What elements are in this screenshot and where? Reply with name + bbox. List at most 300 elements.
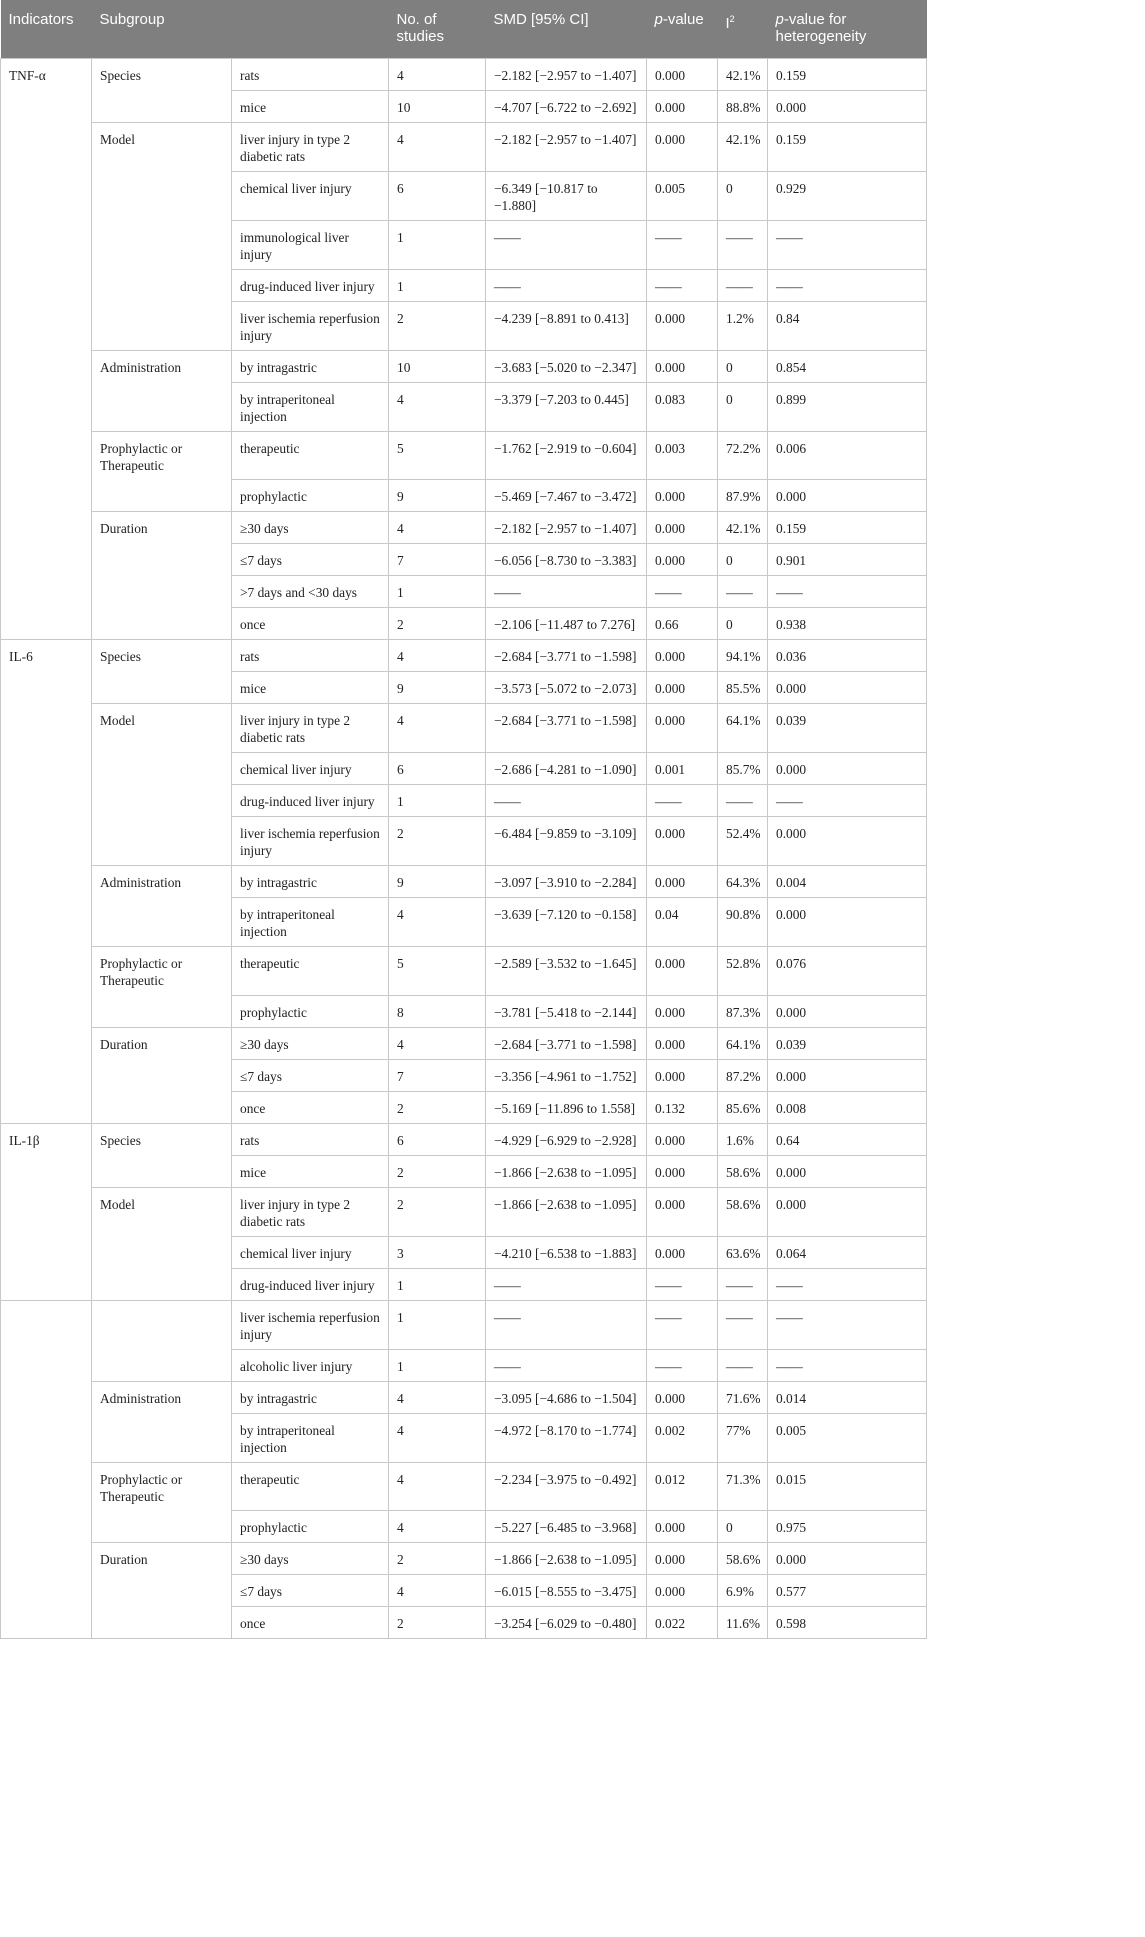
cell-p-value-heterogeneity: 0.000 bbox=[768, 1059, 927, 1091]
cell-i-squared: 87.9% bbox=[718, 480, 768, 512]
cell-smd-ci: −5.169 [−11.896 to 1.558] bbox=[486, 1091, 647, 1123]
cell-i-squared: 42.1% bbox=[718, 512, 768, 544]
cell-number-of-studies: 10 bbox=[389, 350, 486, 382]
cell-i-squared: 64.1% bbox=[718, 1027, 768, 1059]
cell-level: immunological liver injury bbox=[232, 220, 389, 269]
cell-i-squared: 90.8% bbox=[718, 898, 768, 947]
cell-subgroup: Prophylactic or Therapeutic bbox=[92, 431, 232, 480]
table-row bbox=[1, 512, 927, 544]
cell-smd-ci: —— bbox=[486, 785, 647, 817]
cell-number-of-studies: 2 bbox=[389, 1543, 486, 1575]
table-row bbox=[1, 58, 927, 90]
cell-smd-ci: —— bbox=[486, 576, 647, 608]
cell-smd-ci: −1.762 [−2.919 to −0.604] bbox=[486, 431, 647, 480]
cell-indicator bbox=[1, 785, 92, 817]
cell-i-squared: 94.1% bbox=[718, 640, 768, 672]
cell-indicator bbox=[1, 301, 92, 350]
cell-indicator bbox=[1, 1381, 92, 1413]
cell-indicator bbox=[1, 1349, 92, 1381]
cell-indicator: IL-1β bbox=[1, 1123, 92, 1155]
cell-smd-ci: −2.182 [−2.957 to −1.407] bbox=[486, 122, 647, 171]
table-row bbox=[1, 704, 927, 753]
cell-indicator bbox=[1, 269, 92, 301]
cell-p-value: —— bbox=[647, 785, 718, 817]
cell-smd-ci: −2.589 [−3.532 to −1.645] bbox=[486, 947, 647, 996]
cell-i-squared: 1.2% bbox=[718, 301, 768, 350]
cell-p-value: 0.000 bbox=[647, 512, 718, 544]
cell-smd-ci: −3.683 [−5.020 to −2.347] bbox=[486, 350, 647, 382]
cell-subgroup bbox=[92, 608, 232, 640]
cell-level: once bbox=[232, 1607, 389, 1639]
table-row bbox=[1, 1575, 927, 1607]
cell-smd-ci: —— bbox=[486, 269, 647, 301]
table-row bbox=[1, 431, 927, 480]
cell-p-value: —— bbox=[647, 1300, 718, 1349]
cell-p-value: 0.000 bbox=[647, 1543, 718, 1575]
table-row bbox=[1, 576, 927, 608]
cell-subgroup bbox=[92, 1059, 232, 1091]
cell-level: therapeutic bbox=[232, 431, 389, 480]
cell-p-value-heterogeneity: 0.84 bbox=[768, 301, 927, 350]
cell-indicator bbox=[1, 947, 92, 996]
cell-i-squared: —— bbox=[718, 220, 768, 269]
cell-number-of-studies: 5 bbox=[389, 431, 486, 480]
cell-p-value: 0.000 bbox=[647, 58, 718, 90]
cell-number-of-studies: 4 bbox=[389, 898, 486, 947]
cell-p-value-heterogeneity: 0.000 bbox=[768, 753, 927, 785]
header-subgroup: Subgroup bbox=[92, 0, 232, 58]
cell-number-of-studies: 4 bbox=[389, 704, 486, 753]
cell-subgroup bbox=[92, 898, 232, 947]
cell-p-value-heterogeneity: 0.975 bbox=[768, 1511, 927, 1543]
cell-p-value-heterogeneity: —— bbox=[768, 1268, 927, 1300]
cell-subgroup bbox=[92, 672, 232, 704]
header-p-het-italic: p bbox=[775, 11, 784, 28]
cell-p-value: 0.000 bbox=[647, 1511, 718, 1543]
cell-level: prophylactic bbox=[232, 480, 389, 512]
cell-level: ≥30 days bbox=[232, 1543, 389, 1575]
cell-p-value-heterogeneity: 0.899 bbox=[768, 382, 927, 431]
cell-number-of-studies: 6 bbox=[389, 753, 486, 785]
header-p-het-rest: -value for heterogeneity bbox=[775, 11, 867, 45]
cell-number-of-studies: 2 bbox=[389, 817, 486, 866]
cell-i-squared: 71.3% bbox=[718, 1462, 768, 1511]
table-row bbox=[1, 1300, 927, 1349]
cell-indicator bbox=[1, 995, 92, 1027]
table-row bbox=[1, 1123, 927, 1155]
cell-i-squared: 87.2% bbox=[718, 1059, 768, 1091]
cell-smd-ci: −1.866 [−2.638 to −1.095] bbox=[486, 1187, 647, 1236]
cell-indicator bbox=[1, 672, 92, 704]
cell-subgroup bbox=[92, 171, 232, 220]
cell-p-value-heterogeneity: 0.000 bbox=[768, 480, 927, 512]
cell-smd-ci: −5.227 [−6.485 to −3.968] bbox=[486, 1511, 647, 1543]
cell-level: ≥30 days bbox=[232, 1027, 389, 1059]
cell-level: >7 days and <30 days bbox=[232, 576, 389, 608]
cell-p-value-heterogeneity: 0.004 bbox=[768, 866, 927, 898]
cell-level: once bbox=[232, 608, 389, 640]
cell-smd-ci: −5.469 [−7.467 to −3.472] bbox=[486, 480, 647, 512]
cell-i-squared: 58.6% bbox=[718, 1543, 768, 1575]
cell-number-of-studies: 4 bbox=[389, 1575, 486, 1607]
cell-smd-ci: −3.639 [−7.120 to −0.158] bbox=[486, 898, 647, 947]
cell-indicator bbox=[1, 122, 92, 171]
cell-level: by intraperitoneal injection bbox=[232, 382, 389, 431]
cell-indicator bbox=[1, 704, 92, 753]
cell-p-value: 0.132 bbox=[647, 1091, 718, 1123]
cell-level: ≤7 days bbox=[232, 1575, 389, 1607]
cell-p-value-heterogeneity: —— bbox=[768, 1349, 927, 1381]
cell-i-squared: 85.6% bbox=[718, 1091, 768, 1123]
cell-number-of-studies: 4 bbox=[389, 122, 486, 171]
cell-indicator: IL-6 bbox=[1, 640, 92, 672]
cell-subgroup bbox=[92, 1300, 232, 1349]
table-row bbox=[1, 640, 927, 672]
cell-indicator bbox=[1, 512, 92, 544]
cell-indicator bbox=[1, 544, 92, 576]
cell-subgroup: Model bbox=[92, 704, 232, 753]
cell-i-squared: 0 bbox=[718, 608, 768, 640]
cell-p-value-heterogeneity: —— bbox=[768, 269, 927, 301]
table-row bbox=[1, 171, 927, 220]
cell-smd-ci: −2.684 [−3.771 to −1.598] bbox=[486, 1027, 647, 1059]
cell-subgroup: Model bbox=[92, 122, 232, 171]
cell-indicator bbox=[1, 1187, 92, 1236]
cell-p-value: —— bbox=[647, 220, 718, 269]
cell-subgroup: Duration bbox=[92, 512, 232, 544]
cell-p-value-heterogeneity: 0.039 bbox=[768, 1027, 927, 1059]
header-row bbox=[1, 0, 927, 58]
cell-indicator bbox=[1, 480, 92, 512]
cell-subgroup: Prophylactic or Therapeutic bbox=[92, 947, 232, 996]
cell-number-of-studies: 2 bbox=[389, 1187, 486, 1236]
cell-indicator bbox=[1, 866, 92, 898]
table-row bbox=[1, 1091, 927, 1123]
cell-i-squared: 52.8% bbox=[718, 947, 768, 996]
cell-smd-ci: −2.182 [−2.957 to −1.407] bbox=[486, 512, 647, 544]
cell-subgroup bbox=[92, 753, 232, 785]
table-row bbox=[1, 1236, 927, 1268]
cell-subgroup: Model bbox=[92, 1187, 232, 1236]
cell-p-value: 0.000 bbox=[647, 640, 718, 672]
cell-level: drug-induced liver injury bbox=[232, 1268, 389, 1300]
cell-smd-ci: −3.254 [−6.029 to −0.480] bbox=[486, 1607, 647, 1639]
cell-p-value-heterogeneity: —— bbox=[768, 576, 927, 608]
cell-level: drug-induced liver injury bbox=[232, 269, 389, 301]
cell-subgroup bbox=[92, 1413, 232, 1462]
cell-smd-ci: −6.484 [−9.859 to −3.109] bbox=[486, 817, 647, 866]
table-row bbox=[1, 753, 927, 785]
cell-p-value-heterogeneity: —— bbox=[768, 1300, 927, 1349]
table-row bbox=[1, 785, 927, 817]
table-row bbox=[1, 947, 927, 996]
cell-smd-ci: −2.684 [−3.771 to −1.598] bbox=[486, 704, 647, 753]
cell-p-value-heterogeneity: 0.000 bbox=[768, 1543, 927, 1575]
cell-number-of-studies: 2 bbox=[389, 1607, 486, 1639]
cell-i-squared: 88.8% bbox=[718, 90, 768, 122]
cell-p-value-heterogeneity: 0.929 bbox=[768, 171, 927, 220]
cell-indicator bbox=[1, 1268, 92, 1300]
cell-p-value: 0.66 bbox=[647, 608, 718, 640]
cell-p-value: 0.000 bbox=[647, 1059, 718, 1091]
cell-p-value: 0.000 bbox=[647, 1575, 718, 1607]
cell-number-of-studies: 4 bbox=[389, 1413, 486, 1462]
cell-number-of-studies: 4 bbox=[389, 1511, 486, 1543]
cell-p-value: 0.000 bbox=[647, 1155, 718, 1187]
header-level bbox=[232, 0, 389, 58]
header-i-squared bbox=[718, 0, 768, 58]
table-row bbox=[1, 269, 927, 301]
cell-level: rats bbox=[232, 58, 389, 90]
cell-smd-ci: −3.573 [−5.072 to −2.073] bbox=[486, 672, 647, 704]
cell-p-value-heterogeneity: 0.014 bbox=[768, 1381, 927, 1413]
header-i-squared-letter: I bbox=[725, 15, 730, 32]
cell-number-of-studies: 2 bbox=[389, 301, 486, 350]
cell-level: prophylactic bbox=[232, 995, 389, 1027]
cell-number-of-studies: 2 bbox=[389, 1091, 486, 1123]
cell-indicator bbox=[1, 1462, 92, 1511]
cell-p-value-heterogeneity: 0.000 bbox=[768, 1155, 927, 1187]
cell-smd-ci: −3.781 [−5.418 to −2.144] bbox=[486, 995, 647, 1027]
cell-subgroup: Species bbox=[92, 1123, 232, 1155]
cell-level: mice bbox=[232, 672, 389, 704]
cell-i-squared: 42.1% bbox=[718, 58, 768, 90]
table-row bbox=[1, 1155, 927, 1187]
cell-p-value-heterogeneity: 0.064 bbox=[768, 1236, 927, 1268]
cell-i-squared: 77% bbox=[718, 1413, 768, 1462]
cell-indicator bbox=[1, 1511, 92, 1543]
cell-i-squared: 0 bbox=[718, 1511, 768, 1543]
cell-p-value-heterogeneity: 0.159 bbox=[768, 512, 927, 544]
cell-smd-ci: −2.106 [−11.487 to 7.276] bbox=[486, 608, 647, 640]
cell-smd-ci: −2.234 [−3.975 to −0.492] bbox=[486, 1462, 647, 1511]
cell-smd-ci: −4.972 [−8.170 to −1.774] bbox=[486, 1413, 647, 1462]
cell-subgroup: Species bbox=[92, 640, 232, 672]
cell-level: rats bbox=[232, 640, 389, 672]
cell-subgroup bbox=[92, 90, 232, 122]
table-row bbox=[1, 1187, 927, 1236]
cell-indicator bbox=[1, 350, 92, 382]
cell-indicator bbox=[1, 220, 92, 269]
cell-number-of-studies: 6 bbox=[389, 171, 486, 220]
header-p-value-rest: -value bbox=[662, 11, 704, 28]
cell-level: liver ischemia reperfusion injury bbox=[232, 1300, 389, 1349]
cell-p-value-heterogeneity: 0.039 bbox=[768, 704, 927, 753]
cell-p-value-heterogeneity: —— bbox=[768, 220, 927, 269]
cell-indicator bbox=[1, 1607, 92, 1639]
cell-indicator bbox=[1, 1413, 92, 1462]
cell-i-squared: 85.5% bbox=[718, 672, 768, 704]
header-smd-ci: SMD [95% CI] bbox=[486, 0, 647, 58]
cell-p-value-heterogeneity: 0.008 bbox=[768, 1091, 927, 1123]
cell-subgroup bbox=[92, 301, 232, 350]
cell-p-value: 0.000 bbox=[647, 704, 718, 753]
cell-subgroup bbox=[92, 220, 232, 269]
cell-p-value: 0.005 bbox=[647, 171, 718, 220]
cell-p-value: 0.000 bbox=[647, 480, 718, 512]
cell-subgroup bbox=[92, 785, 232, 817]
cell-p-value: 0.000 bbox=[647, 301, 718, 350]
cell-subgroup bbox=[92, 1236, 232, 1268]
table-row bbox=[1, 1349, 927, 1381]
cell-smd-ci: —— bbox=[486, 1268, 647, 1300]
table-row bbox=[1, 1381, 927, 1413]
cell-p-value: 0.083 bbox=[647, 382, 718, 431]
cell-p-value-heterogeneity: 0.159 bbox=[768, 122, 927, 171]
cell-i-squared: 72.2% bbox=[718, 431, 768, 480]
table-row bbox=[1, 1607, 927, 1639]
cell-number-of-studies: 4 bbox=[389, 640, 486, 672]
cell-smd-ci: −4.239 [−8.891 to 0.413] bbox=[486, 301, 647, 350]
table-row bbox=[1, 220, 927, 269]
cell-level: chemical liver injury bbox=[232, 1236, 389, 1268]
cell-i-squared: —— bbox=[718, 576, 768, 608]
cell-indicator: TNF-α bbox=[1, 58, 92, 90]
cell-p-value: 0.000 bbox=[647, 817, 718, 866]
cell-p-value-heterogeneity: 0.000 bbox=[768, 672, 927, 704]
cell-p-value: 0.000 bbox=[647, 1187, 718, 1236]
cell-subgroup bbox=[92, 817, 232, 866]
cell-number-of-studies: 7 bbox=[389, 544, 486, 576]
header-i-squared-sup: 2 bbox=[729, 14, 735, 24]
cell-i-squared: 0 bbox=[718, 382, 768, 431]
cell-p-value: 0.000 bbox=[647, 672, 718, 704]
table-row bbox=[1, 817, 927, 866]
cell-p-value: 0.000 bbox=[647, 122, 718, 171]
cell-subgroup bbox=[92, 1268, 232, 1300]
cell-p-value-heterogeneity: 0.000 bbox=[768, 1187, 927, 1236]
cell-i-squared: 87.3% bbox=[718, 995, 768, 1027]
cell-number-of-studies: 1 bbox=[389, 576, 486, 608]
cell-number-of-studies: 5 bbox=[389, 947, 486, 996]
cell-p-value: 0.000 bbox=[647, 1236, 718, 1268]
cell-p-value-heterogeneity: 0.64 bbox=[768, 1123, 927, 1155]
cell-subgroup bbox=[92, 995, 232, 1027]
cell-subgroup bbox=[92, 1575, 232, 1607]
cell-p-value: 0.04 bbox=[647, 898, 718, 947]
cell-indicator bbox=[1, 1091, 92, 1123]
table-row bbox=[1, 350, 927, 382]
cell-i-squared: 0 bbox=[718, 350, 768, 382]
cell-i-squared: 1.6% bbox=[718, 1123, 768, 1155]
cell-subgroup bbox=[92, 1511, 232, 1543]
table-row bbox=[1, 382, 927, 431]
cell-p-value-heterogeneity: 0.577 bbox=[768, 1575, 927, 1607]
cell-subgroup: Species bbox=[92, 58, 232, 90]
cell-i-squared: 64.1% bbox=[718, 704, 768, 753]
cell-number-of-studies: 1 bbox=[389, 1300, 486, 1349]
cell-indicator bbox=[1, 817, 92, 866]
cell-subgroup bbox=[92, 1607, 232, 1639]
cell-number-of-studies: 3 bbox=[389, 1236, 486, 1268]
cell-p-value: —— bbox=[647, 269, 718, 301]
cell-p-value-heterogeneity: 0.938 bbox=[768, 608, 927, 640]
cell-p-value: 0.000 bbox=[647, 90, 718, 122]
cell-level: chemical liver injury bbox=[232, 753, 389, 785]
cell-i-squared: —— bbox=[718, 1268, 768, 1300]
cell-p-value: —— bbox=[647, 1268, 718, 1300]
cell-number-of-studies: 7 bbox=[389, 1059, 486, 1091]
cell-i-squared: 64.3% bbox=[718, 866, 768, 898]
cell-subgroup bbox=[92, 382, 232, 431]
cell-indicator bbox=[1, 753, 92, 785]
cell-p-value: 0.000 bbox=[647, 350, 718, 382]
cell-i-squared: —— bbox=[718, 1349, 768, 1381]
cell-level: once bbox=[232, 1091, 389, 1123]
table-row bbox=[1, 1413, 927, 1462]
cell-level: chemical liver injury bbox=[232, 171, 389, 220]
cell-subgroup bbox=[92, 1349, 232, 1381]
cell-level: alcoholic liver injury bbox=[232, 1349, 389, 1381]
cell-subgroup: Administration bbox=[92, 866, 232, 898]
cell-p-value: 0.003 bbox=[647, 431, 718, 480]
cell-smd-ci: −6.349 [−10.817 to −1.880] bbox=[486, 171, 647, 220]
cell-p-value-heterogeneity: 0.854 bbox=[768, 350, 927, 382]
cell-indicator bbox=[1, 1300, 92, 1349]
cell-subgroup: Administration bbox=[92, 350, 232, 382]
cell-p-value: 0.000 bbox=[647, 544, 718, 576]
cell-level: drug-induced liver injury bbox=[232, 785, 389, 817]
cell-number-of-studies: 9 bbox=[389, 866, 486, 898]
cell-level: by intragastric bbox=[232, 1381, 389, 1413]
cell-level: liver ischemia reperfusion injury bbox=[232, 301, 389, 350]
table-row bbox=[1, 608, 927, 640]
table-row bbox=[1, 1059, 927, 1091]
cell-p-value: 0.000 bbox=[647, 1027, 718, 1059]
cell-number-of-studies: 1 bbox=[389, 269, 486, 301]
cell-number-of-studies: 4 bbox=[389, 1381, 486, 1413]
cell-smd-ci: −4.929 [−6.929 to −2.928] bbox=[486, 1123, 647, 1155]
table-row bbox=[1, 480, 927, 512]
header-p-value-heterogeneity bbox=[768, 0, 927, 58]
cell-p-value: 0.002 bbox=[647, 1413, 718, 1462]
cell-indicator bbox=[1, 608, 92, 640]
cell-indicator bbox=[1, 1543, 92, 1575]
cell-level: mice bbox=[232, 1155, 389, 1187]
cell-level: liver injury in type 2 diabetic rats bbox=[232, 122, 389, 171]
cell-indicator bbox=[1, 1059, 92, 1091]
table-row bbox=[1, 90, 927, 122]
cell-indicator bbox=[1, 1236, 92, 1268]
cell-i-squared: 58.6% bbox=[718, 1187, 768, 1236]
cell-p-value-heterogeneity: 0.000 bbox=[768, 90, 927, 122]
cell-p-value: —— bbox=[647, 576, 718, 608]
cell-smd-ci: —— bbox=[486, 1349, 647, 1381]
cell-p-value-heterogeneity: —— bbox=[768, 785, 927, 817]
table-row bbox=[1, 898, 927, 947]
cell-indicator bbox=[1, 171, 92, 220]
cell-i-squared: 52.4% bbox=[718, 817, 768, 866]
cell-indicator bbox=[1, 431, 92, 480]
cell-level: ≥30 days bbox=[232, 512, 389, 544]
cell-level: liver injury in type 2 diabetic rats bbox=[232, 1187, 389, 1236]
cell-smd-ci: −3.097 [−3.910 to −2.284] bbox=[486, 866, 647, 898]
cell-subgroup: Prophylactic or Therapeutic bbox=[92, 1462, 232, 1511]
cell-level: by intraperitoneal injection bbox=[232, 898, 389, 947]
cell-smd-ci: −3.356 [−4.961 to −1.752] bbox=[486, 1059, 647, 1091]
header-indicators: Indicators bbox=[1, 0, 92, 58]
cell-p-value-heterogeneity: 0.000 bbox=[768, 898, 927, 947]
table-row bbox=[1, 1543, 927, 1575]
cell-i-squared: —— bbox=[718, 1300, 768, 1349]
cell-p-value-heterogeneity: 0.598 bbox=[768, 1607, 927, 1639]
cell-subgroup bbox=[92, 576, 232, 608]
cell-number-of-studies: 1 bbox=[389, 1268, 486, 1300]
cell-p-value-heterogeneity: 0.159 bbox=[768, 58, 927, 90]
table-row bbox=[1, 866, 927, 898]
table-row bbox=[1, 1462, 927, 1511]
cell-p-value: 0.000 bbox=[647, 1123, 718, 1155]
